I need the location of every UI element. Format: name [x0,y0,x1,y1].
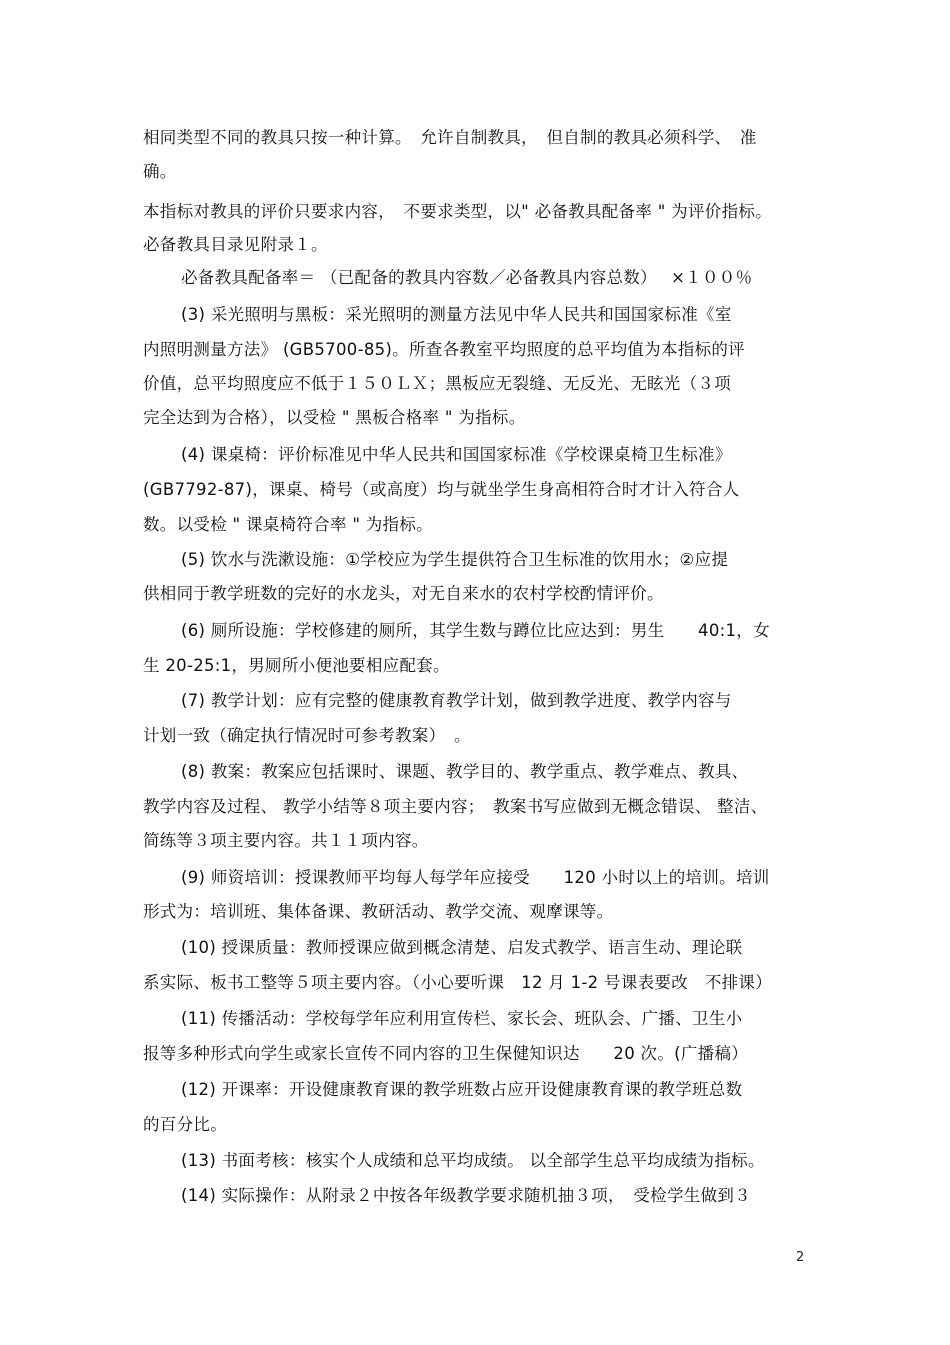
item-9-line-1: (9) 师资培训：授课教师平均每人每学年应接受 120 小时以上的培训。培训 [181,868,770,887]
item-4-line-1: (4) 课桌椅：评价标准见中华人民共和国国家标准《学校课桌椅卫生标准》 [181,445,732,464]
item-8-line-2: 教学内容及过程、 教学小结等８项主要内容； 教案书写应做到无概念错误、 整洁、 [143,797,768,816]
item-5-line-1: (5) 饮水与洗漱设施：①学校应为学生提供符合卫生标准的饮用水；②应提 [181,550,729,569]
item-3-line-3: 价值，总平均照度应不低于１５０ＬＸ；黑板应无裂缝、无反光、无眩光（３项 [143,374,731,393]
item-14-line-1: (14) 实际操作：从附录２中按各年级教学要求随机抽３项， 受检学生做到３ [181,1186,751,1205]
text-line-2: 确。 [143,162,177,181]
item-8-line-1: (8) 教案：教案应包括课时、课题、教学目的、教学重点、教学难点、教具、 [181,762,749,781]
item-10-line-1: (10) 授课质量：教师授课应做到概念清楚、启发式教学、语言生动、理论联 [181,938,743,957]
text-line-3: 本指标对教具的评价只要求内容， 不要求类型，以" 必备教具配备率 " 为评价指标。 [143,202,772,221]
item-11-line-2: 报等多种形式向学生或家长宣传不同内容的卫生保健知识达 20 次。(广播稿） [143,1044,749,1063]
text-line-1: 相同类型不同的教具只按一种计算。 允许自制教具， 但自制的教具必须科学、 准 [143,128,757,147]
item-3-line-4: 完全达到为合格），以受检 " 黑板合格率 " 为指标。 [143,408,526,427]
page-number: 2 [796,1250,805,1265]
item-7-line-2: 计划一致（确定执行情况时可参考教案） 。 [143,726,471,745]
item-6-line-2: 生 20-25:1，男厕所小便池要相应配套。 [143,656,450,675]
item-3-line-2: 内照明测量方法》 (GB5700-85)。所查各教室平均照度的总平均值为本指标的评 [143,340,745,359]
item-7-line-1: (7) 教学计划：应有完整的健康教育教学计划，做到教学进度、教学内容与 [181,691,732,710]
item-5-line-2: 供相同于教学班数的完好的水龙头，对无自来水的农村学校酌情评价。 [143,584,664,603]
item-4-line-2: (GB7792-87)，课桌、椅号（或高度）均与就坐学生身高相符合时才计入符合人 [143,480,740,499]
item-4-line-3: 数。以受检 " 课桌椅符合率 " 为指标。 [143,515,433,534]
item-8-line-3: 简练等３项主要内容。共１１项内容。 [143,831,429,850]
text-line-4: 必备教具目录见附录１。 [143,235,328,254]
item-3-line-1: (3) 采光照明与黑板：采光照明的测量方法见中华人民共和国国家标准《室 [181,305,732,324]
formula-line: 必备教具配备率＝ （已配备的教具内容数／必备教具内容总数） ×１００％ [181,268,753,287]
item-13-line-1: (13) 书面考核：核实个人成绩和总平均成绩。 以全部学生总平均成绩为指标。 [181,1151,765,1170]
item-10-line-2: 系实际、板书工整等５项主要内容。（小心要听课 12 月 1-2 号课表要改 不排课） [143,973,773,992]
item-9-line-2: 形式为：培训班、集体备课、教研活动、教学交流、观摩课等。 [143,902,614,921]
item-11-line-1: (11) 传播活动：学校每学年应利用宣传栏、家长会、班队会、广播、卫生小 [181,1009,743,1028]
item-12-line-1: (12) 开课率：开设健康教育课的教学班数占应开设健康教育课的教学班总数 [181,1080,743,1099]
item-12-line-2: 的百分比。 [143,1115,227,1134]
item-6-line-1: (6) 厕所设施：学校修建的厕所，其学生数与蹲位比应达到：男生 40:1，女 [181,621,770,640]
